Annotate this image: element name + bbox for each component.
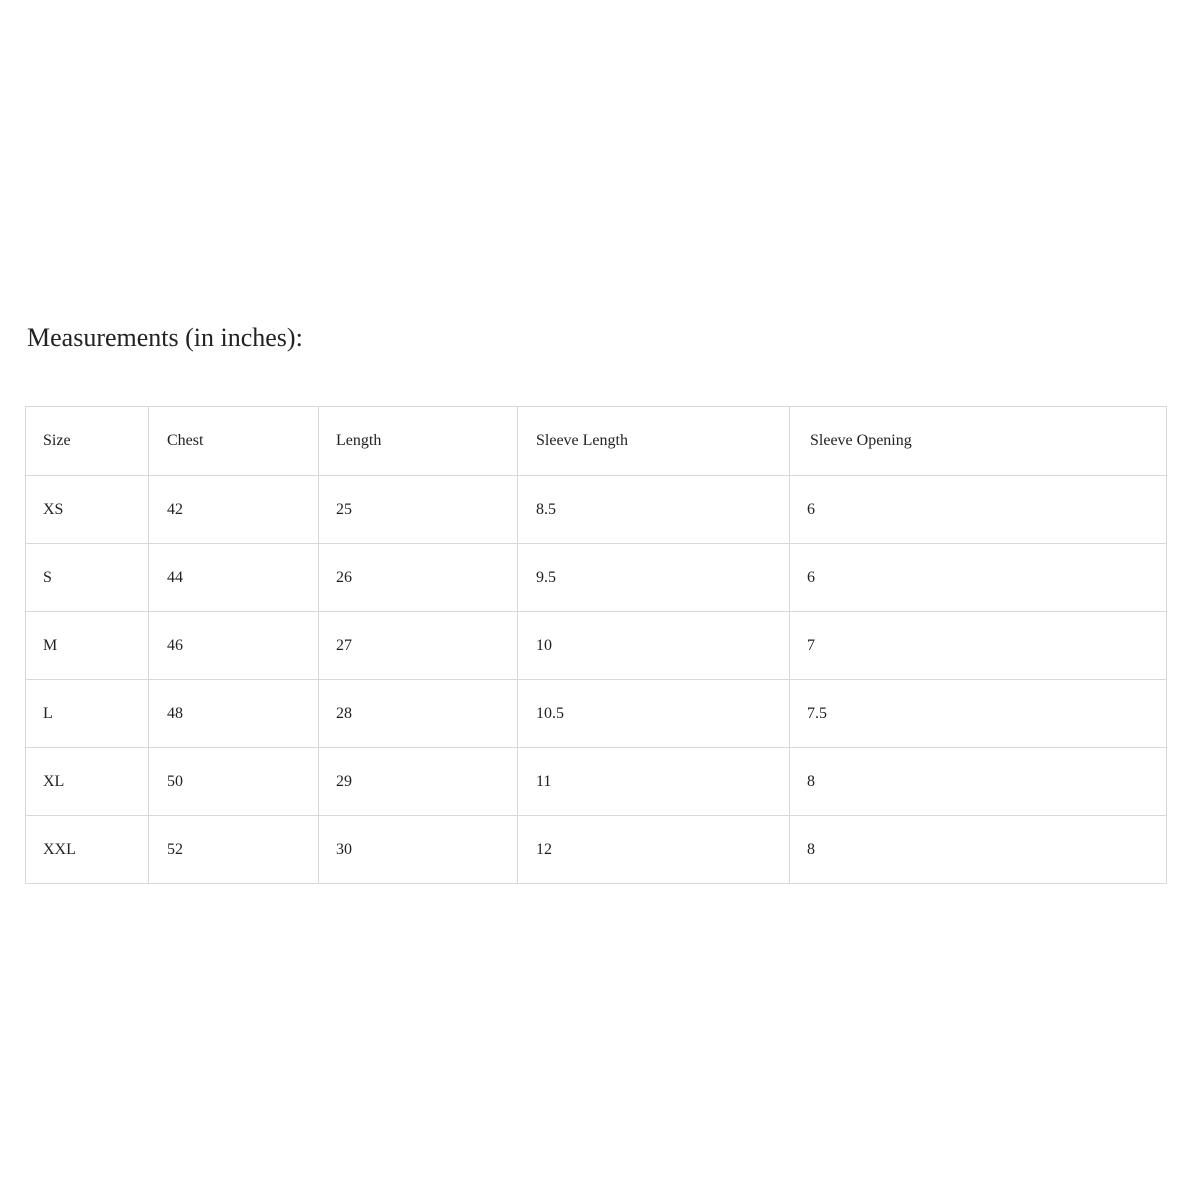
length-cell: 25 bbox=[319, 476, 518, 544]
chest-cell: 44 bbox=[149, 544, 319, 612]
header-cell-length: Length bbox=[319, 407, 518, 476]
table-row bbox=[26, 544, 1167, 612]
size-cell: XXL bbox=[26, 816, 149, 884]
sleeve-opening-cell: 6 bbox=[790, 476, 1167, 544]
length-cell: 28 bbox=[319, 680, 518, 748]
page-title: Measurements (in inches): bbox=[27, 323, 303, 352]
header-cell-sleeve-opening: Sleeve Opening bbox=[790, 407, 1167, 476]
sleeve-opening-cell: 6 bbox=[790, 544, 1167, 612]
sleeve-length-cell: 12 bbox=[518, 816, 790, 884]
chest-cell: 42 bbox=[149, 476, 319, 544]
size-cell: S bbox=[26, 544, 149, 612]
sleeve-length-cell: 10.5 bbox=[518, 680, 790, 748]
chest-cell: 52 bbox=[149, 816, 319, 884]
sleeve-opening-cell: 8 bbox=[790, 816, 1167, 884]
chest-cell: 46 bbox=[149, 612, 319, 680]
table-row bbox=[26, 476, 1167, 544]
chest-cell: 48 bbox=[149, 680, 319, 748]
table-row bbox=[26, 748, 1167, 816]
sleeve-length-cell: 11 bbox=[518, 748, 790, 816]
header-cell-size: Size bbox=[26, 407, 149, 476]
sleeve-opening-cell: 8 bbox=[790, 748, 1167, 816]
size-cell: XS bbox=[26, 476, 149, 544]
header-cell-chest: Chest bbox=[149, 407, 319, 476]
table-row bbox=[26, 680, 1167, 748]
size-cell: L bbox=[26, 680, 149, 748]
length-cell: 30 bbox=[319, 816, 518, 884]
size-cell: XL bbox=[26, 748, 149, 816]
table-header-row bbox=[26, 407, 1167, 476]
size-cell: M bbox=[26, 612, 149, 680]
table-row bbox=[26, 816, 1167, 884]
table-row bbox=[26, 612, 1167, 680]
size-chart-table bbox=[25, 406, 1167, 884]
sleeve-opening-cell: 7 bbox=[790, 612, 1167, 680]
chest-cell: 50 bbox=[149, 748, 319, 816]
header-cell-sleeve-length: Sleeve Length bbox=[518, 407, 790, 476]
length-cell: 26 bbox=[319, 544, 518, 612]
length-cell: 29 bbox=[319, 748, 518, 816]
length-cell: 27 bbox=[319, 612, 518, 680]
sleeve-opening-cell: 7.5 bbox=[790, 680, 1167, 748]
sleeve-length-cell: 9.5 bbox=[518, 544, 790, 612]
sleeve-length-cell: 8.5 bbox=[518, 476, 790, 544]
sleeve-length-cell: 10 bbox=[518, 612, 790, 680]
